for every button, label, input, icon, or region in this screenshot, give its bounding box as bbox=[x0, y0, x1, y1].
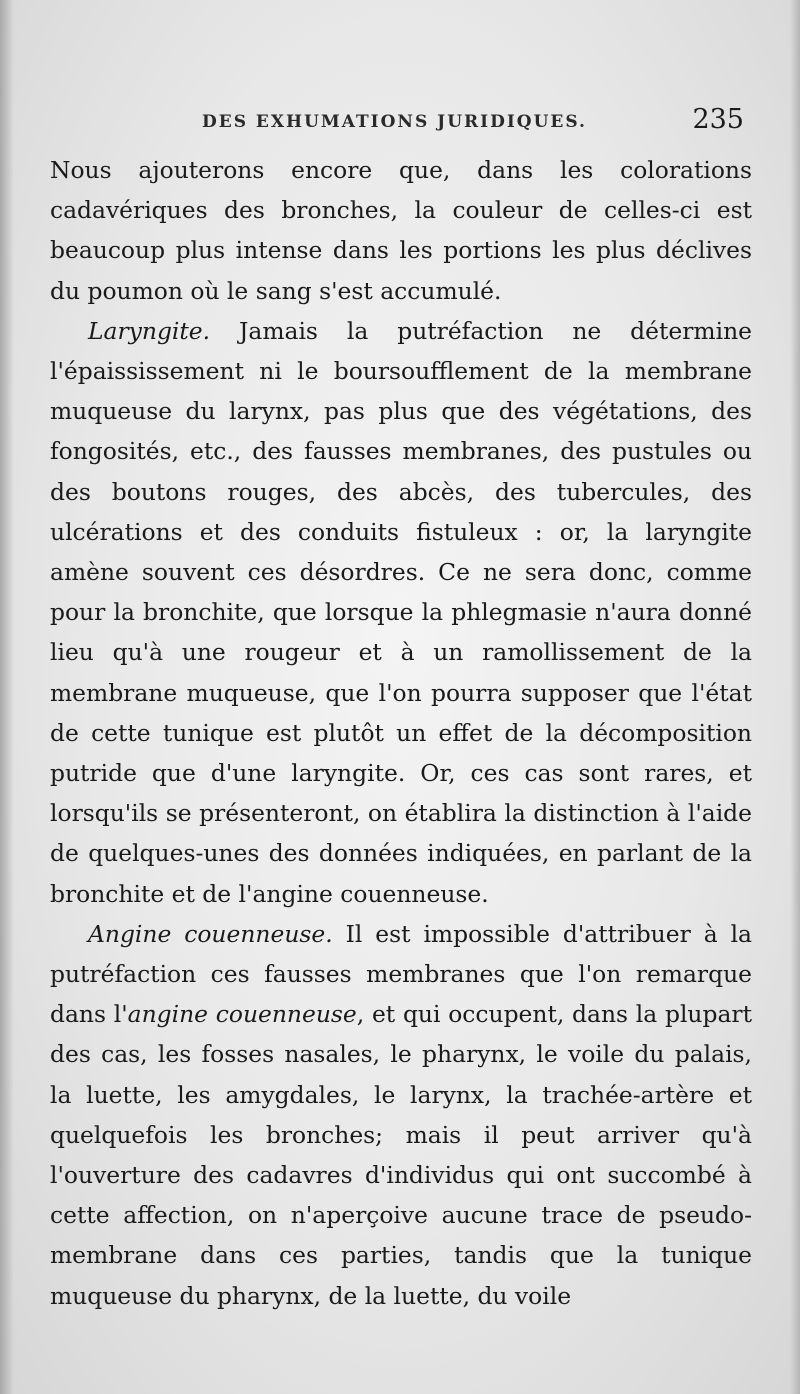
page-header bbox=[50, 104, 750, 144]
paragraph-laryngite bbox=[50, 311, 752, 914]
section-heading-laryngite: Laryngite. bbox=[88, 316, 211, 345]
paragraph-text: Il est impossible d'attribuer à la putréfaction ces fausses membranes que l'on remarque dans l' bbox=[50, 919, 752, 1029]
paragraph-text: , et qui occupent, dans la plupart des cas, les fosses nasales, le pharynx, le voile du palais, la luette, les amygdales, le larynx, la trachée-artère et quelquefois les bronches; mais il peut arriver qu'à l'ouverture des cadavres d'individus qui ont succombé à cette affection, on n'aperçoive aucune trace de pseudo-membrane dans ces parties, tandis que la tunique muqueuse du pharynx, de la luette, du voile bbox=[50, 1000, 752, 1310]
section-heading-angine-couenneuse: Angine couenneuse. bbox=[88, 919, 333, 948]
paragraph-text: Jamais la putréfaction ne détermine l'épaississement ni le boursoufflement de la membrane muqueuse du larynx, pas plus que des végétations, des fongosités, etc., des fausses membranes, des pustules ou des boutons rouges, des abcès, des tubercules, des ulcérations et des conduits fistuleux : or, la laryngite amène souvent ces désordres. Ce ne sera donc, comme pour la bronchite, que lorsque la phlegmasie n'aura donné lieu qu'à une rougeur et à un ramollissement de la membrane muqueuse, que l'on pourra supposer que l'état de cette tunique est plutôt un effet de la décomposition putride que d'une laryngite. Or, ces cas sont rares, et lorsqu'ils se présenteront, on établira la distinction à l'aide de quelques-unes des données indiquées, en parlant de la bronchite et de l'angine couenneuse. bbox=[50, 316, 752, 908]
running-title: DES EXHUMATIONS JURIDIQUES. bbox=[202, 112, 587, 132]
italic-term: angine couenneuse bbox=[127, 1000, 357, 1029]
page-number: 235 bbox=[692, 104, 744, 135]
paragraph-bronchial-colorations bbox=[50, 150, 752, 311]
paragraph-angine-couenneuse bbox=[50, 914, 752, 1316]
body-text bbox=[50, 150, 752, 1316]
paragraph-text: Nous ajouterons encore que, dans les colorations cadavériques des bronches, la couleur de celles-ci est beaucoup plus intense dans les portions les plus déclives du poumon où le sang s'est accumulé. bbox=[50, 156, 752, 305]
